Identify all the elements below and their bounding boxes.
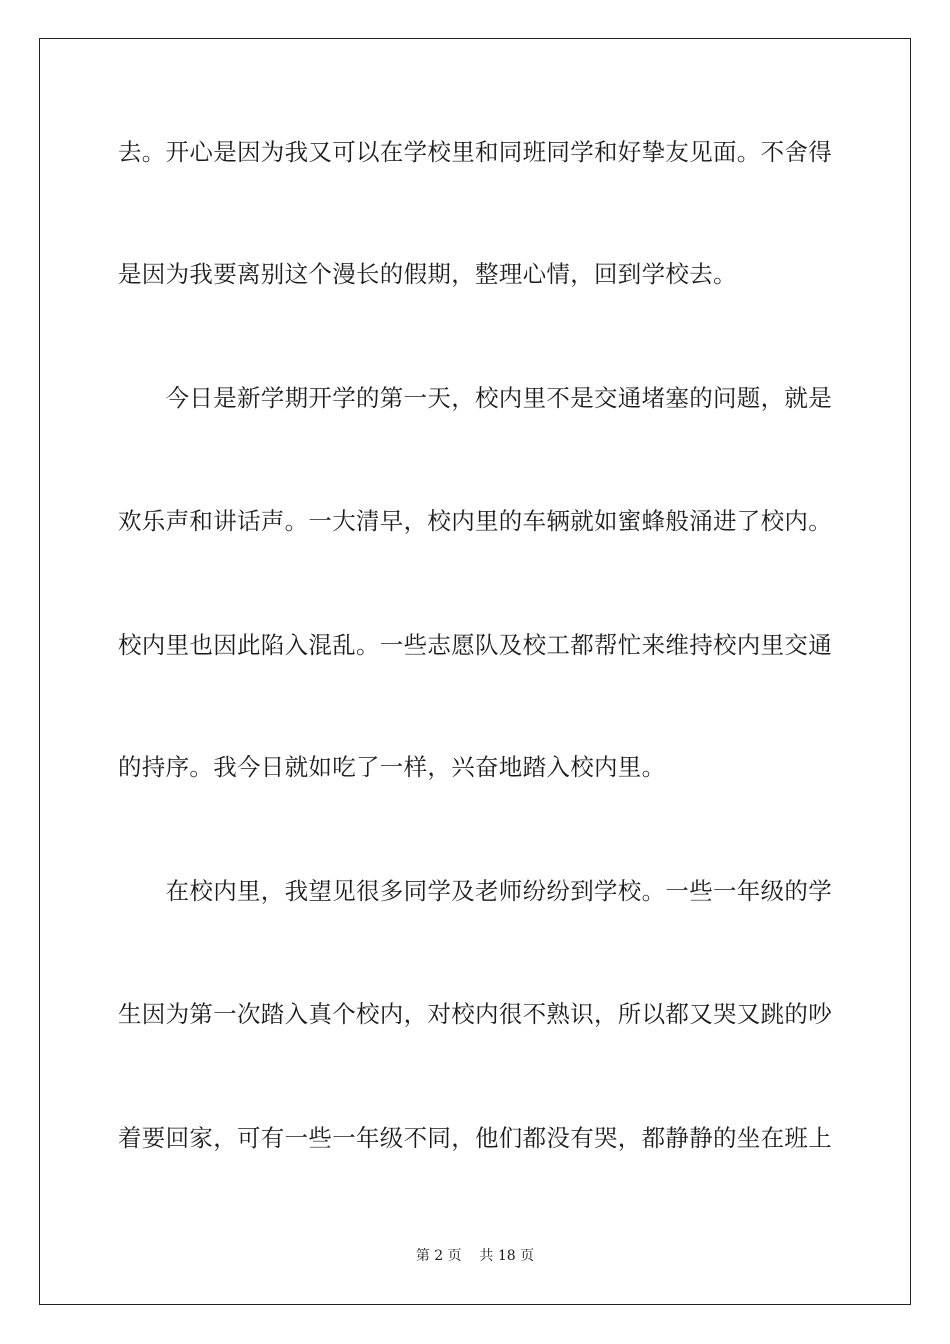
page-border [39, 38, 911, 1305]
body-line-1: 去。开心是因为我又可以在学校里和同班同学和好挚友见面。不舍得 [118, 138, 832, 166]
body-line-3: 今日是新学期开学的第一天，校内里不是交通堵塞的问题，就是 [118, 384, 832, 412]
body-line-5: 校内里也因此陷入混乱。一些志愿队及校工都帮忙来维持校内里交通 [118, 631, 832, 659]
body-line-6: 的持序。我今日就如吃了一样，兴奋地踏入校内里。 [118, 753, 666, 781]
body-line-9: 着要回家，可有一些一年级不同，他们都没有哭，都静静的坐在班上 [118, 1124, 832, 1152]
body-line-7: 在校内里，我望见很多同学及老师纷纷到学校。一些一年级的学 [118, 877, 832, 905]
body-line-4: 欢乐声和讲话声。一大清早，校内里的车辆就如蜜蜂般涌进了校内。 [118, 507, 832, 535]
page-number-footer: 第 2 页 共 18 页 [415, 1248, 535, 1264]
body-line-8: 生因为第一次踏入真个校内，对校内很不熟识，所以都又哭又跳的吵 [118, 1000, 832, 1028]
body-line-2: 是因为我要离别这个漫长的假期，整理心情，回到学校去。 [118, 260, 737, 288]
